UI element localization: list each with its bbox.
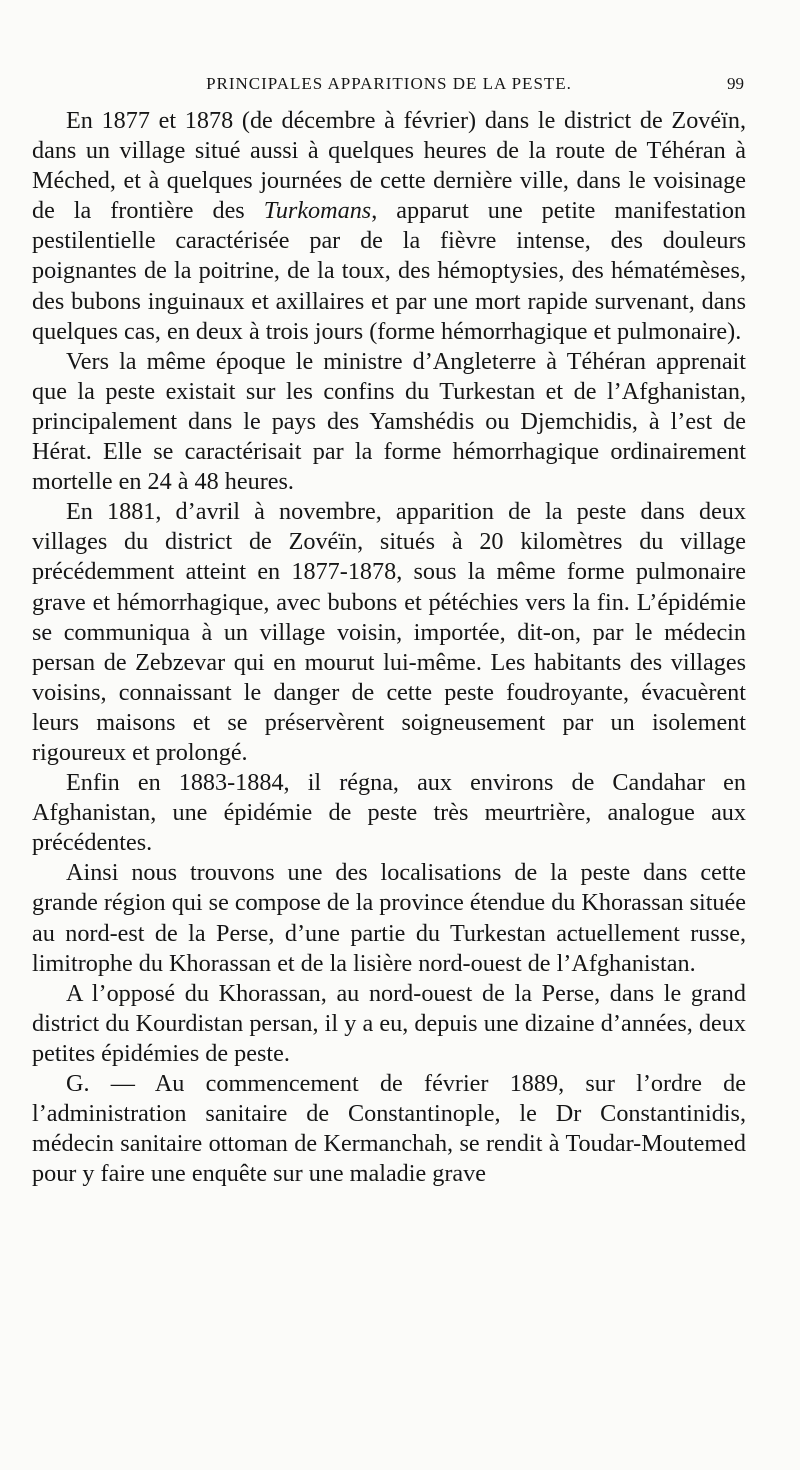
paragraph-7: G. — Au commencement de février 1889, sur l’ordre de l’administration sanitaire de Constantinople, le Dr Constantinidis, médecin sanitaire ottoman de Kermanchah, se rendit à Toudar-Moutemed pour y faire une enquête sur une maladie grave [32, 1070, 746, 1188]
paragraph-6: A l’opposé du Khorassan, au nord-ouest de la Perse, dans le grand district du Kourdistan persan, il y a eu, depuis une dizaine d’années, deux petites épidémies de peste. [32, 979, 746, 1067]
book-page [32, 70, 746, 1189]
paragraph-1-text-end: , apparut une petite manifestation pestilentielle caractérisée par de la fièvre intense, des douleurs poignantes de la poitrine, de la toux, des hémoptysies, des hématémèses, des bubons inguinaux et axillaires et par une mort rapide survenant, dans quelques cas, en deux à trois jours (forme hémorrhagique et pulmonaire). [32, 197, 747, 345]
page-number: 99 [727, 74, 744, 93]
paragraph-4: Enfin en 1883-1884, il régna, aux environs de Candahar en Afghanistan, une épidémie de peste très meurtrière, analogue aux précédentes. [32, 769, 746, 857]
running-title: PRINCIPALES APPARITIONS DE LA PESTE. [206, 74, 572, 93]
paragraph-1 [32, 106, 746, 347]
paragraph-3: En 1881, d’avril à novembre, apparition de la peste dans deux villages du district de Zovéïn, situés à 20 kilomètres du village précédemment atteint en 1877-1878, sous la même forme pulmonaire grave et hémorrhagique, avec bubons et pétéchies vers la fin. L’épidémie se communiqua à un village voisin, importée, dit-on, par le médecin persan de Zebzevar qui en mourut lui-même. Les habitants des villages voisins, connaissant le danger de cette peste foudroyante, évacuèrent leurs maisons et se préservèrent soigneusement par un isolement rigoureux et prolongé. [32, 498, 746, 766]
italic-term: Turkomans [263, 197, 372, 225]
paragraph-1-text-start: En 1877 et 1878 (de décembre à février) dans le district de Zovéïn, dans un village situé aussi à quelques heures de la route de Téhéran à Méched, et à quelques journées de cette dernière ville, dans le voisinage de la frontière des [32, 107, 746, 225]
page-header [32, 70, 746, 102]
paragraph-2: Vers la même époque le ministre d’Angleterre à Téhéran apprenait que la peste existait sur les confins du Turkestan et de l’Afghanistan, principalement dans le pays des Yamshédis ou Djemchidis, à l’est de Hérat. Elle se caractérisait par la forme hémorrhagique ordinairement mortelle en 24 à 48 heures. [32, 347, 746, 496]
paragraph-5: Ainsi nous trouvons une des localisations de la peste dans cette grande région qui se compose de la province étendue du Khorassan située au nord-est de la Perse, d’une partie du Turkestan actuellement russe, limitrophe du Khorassan et de la lisière nord-ouest de l’Afghanistan. [32, 859, 746, 977]
